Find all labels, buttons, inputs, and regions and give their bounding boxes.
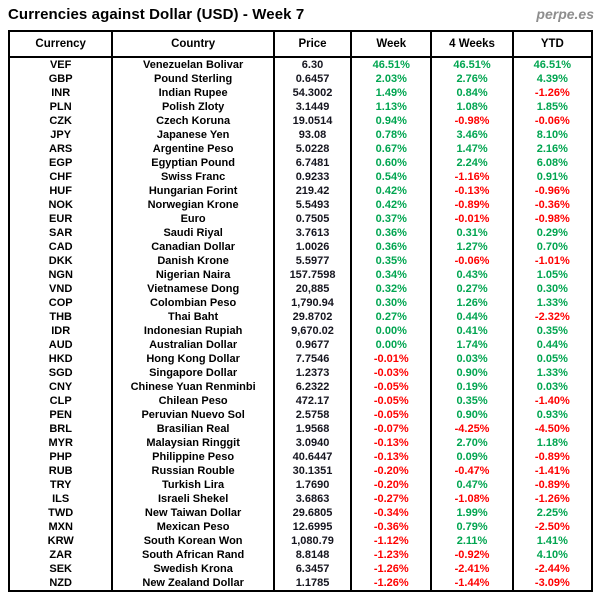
four-weeks-cell: 0.90% xyxy=(431,408,512,422)
table-row xyxy=(9,450,592,464)
currency-code-cell: THB xyxy=(49,311,72,323)
currency-code-cell: CLP xyxy=(49,395,72,407)
four-weeks-cell: 0.35% xyxy=(431,394,512,408)
ytd-cell: -1.26% xyxy=(513,492,592,506)
ytd-cell: -1.41% xyxy=(513,464,592,478)
price-cell: 6.30 xyxy=(274,57,351,72)
price-cell: 6.3457 xyxy=(274,562,351,576)
week-cell: 0.60% xyxy=(351,156,431,170)
four-weeks-cell: 0.79% xyxy=(431,520,512,534)
table-row xyxy=(9,492,592,506)
price-cell: 20,885 xyxy=(274,282,351,296)
table-row xyxy=(9,282,592,296)
four-weeks-cell: -0.92% xyxy=(431,548,512,562)
ytd-cell: 4.10% xyxy=(513,548,592,562)
currency-code-cell: SGD xyxy=(48,367,73,379)
price-cell: 54.3002 xyxy=(274,86,351,100)
ytd-cell: 0.70% xyxy=(513,240,592,254)
ytd-cell: 1.05% xyxy=(513,268,592,282)
four-weeks-cell: 0.27% xyxy=(431,282,512,296)
table-row xyxy=(9,436,592,450)
currency-code-cell: MXN xyxy=(48,521,73,533)
currency-code-cell: CNY xyxy=(49,381,73,393)
ytd-cell: -2.44% xyxy=(513,562,592,576)
week-cell: -0.13% xyxy=(351,450,431,464)
ytd-cell: 46.51% xyxy=(513,57,592,72)
ytd-cell: 0.30% xyxy=(513,282,592,296)
ytd-cell: 2.16% xyxy=(513,142,592,156)
currency-code-cell: COP xyxy=(48,297,73,309)
table-row xyxy=(9,240,592,254)
week-cell: 0.34% xyxy=(351,268,431,282)
country-cell: Philippine Peso xyxy=(112,450,274,464)
price-cell: 40.6447 xyxy=(274,450,351,464)
ytd-cell: 2.25% xyxy=(513,506,592,520)
table-row xyxy=(9,576,592,591)
four-weeks-cell: -0.98% xyxy=(431,114,512,128)
table-row xyxy=(9,394,592,408)
week-cell: -1.12% xyxy=(351,534,431,548)
country-cell: Australian Dollar xyxy=(112,338,274,352)
four-weeks-cell: 1.08% xyxy=(431,100,512,114)
four-weeks-cell: -0.01% xyxy=(431,212,512,226)
country-cell: Pound Sterling xyxy=(112,72,274,86)
country-cell: Norwegian Krone xyxy=(112,198,274,212)
week-cell: 0.42% xyxy=(351,184,431,198)
country-cell: Colombian Peso xyxy=(112,296,274,310)
currency-code-cell: BRL xyxy=(49,423,72,435)
week-cell: 0.36% xyxy=(351,226,431,240)
price-cell: 8.8148 xyxy=(274,548,351,562)
ytd-cell: -1.01% xyxy=(513,254,592,268)
ytd-cell: 0.35% xyxy=(513,324,592,338)
price-cell: 219.42 xyxy=(274,184,351,198)
table-row xyxy=(9,520,592,534)
country-cell: Mexican Peso xyxy=(112,520,274,534)
table-row xyxy=(9,478,592,492)
country-cell: Vietnamese Dong xyxy=(112,282,274,296)
four-weeks-cell: 1.99% xyxy=(431,506,512,520)
table-row xyxy=(9,506,592,520)
table-row xyxy=(9,142,592,156)
price-cell: 5.5493 xyxy=(274,198,351,212)
country-cell: Turkish Lira xyxy=(112,478,274,492)
country-cell: Polish Zloty xyxy=(112,100,274,114)
country-cell: Malaysian Ringgit xyxy=(112,436,274,450)
price-cell: 472.17 xyxy=(274,394,351,408)
price-cell: 9,670.02 xyxy=(274,324,351,338)
country-cell: Canadian Dollar xyxy=(112,240,274,254)
currency-code-cell: EUR xyxy=(49,213,73,225)
week-cell: 0.37% xyxy=(351,212,431,226)
country-cell: New Zealand Dollar xyxy=(112,576,274,591)
price-cell: 1.9568 xyxy=(274,422,351,436)
four-weeks-cell: -4.25% xyxy=(431,422,512,436)
week-cell: -0.01% xyxy=(351,352,431,366)
four-weeks-cell: -2.41% xyxy=(431,562,512,576)
week-cell: 0.36% xyxy=(351,240,431,254)
currency-code-cell: TWD xyxy=(48,507,74,519)
currency-code-cell: ZAR xyxy=(49,549,72,561)
four-weeks-cell: 0.19% xyxy=(431,380,512,394)
week-cell: 46.51% xyxy=(351,57,431,72)
currency-code-cell: PEN xyxy=(49,409,72,421)
ytd-cell: 0.91% xyxy=(513,170,592,184)
column-header-currency: Currency xyxy=(9,31,112,57)
week-cell: 0.00% xyxy=(351,324,431,338)
week-cell: 1.13% xyxy=(351,100,431,114)
week-cell: -0.05% xyxy=(351,408,431,422)
country-cell: Israeli Shekel xyxy=(112,492,274,506)
four-weeks-cell: 46.51% xyxy=(431,57,512,72)
week-cell: 1.49% xyxy=(351,86,431,100)
table-row xyxy=(9,198,592,212)
table-row xyxy=(9,310,592,324)
week-cell: -1.23% xyxy=(351,548,431,562)
ytd-cell: -2.32% xyxy=(513,310,592,324)
price-cell: 2.5758 xyxy=(274,408,351,422)
currency-code-cell: ARS xyxy=(49,143,73,155)
ytd-cell: 4.39% xyxy=(513,72,592,86)
currency-code-cell: VEF xyxy=(49,59,72,71)
four-weeks-cell: -0.89% xyxy=(431,198,512,212)
country-cell: Swedish Krona xyxy=(112,562,274,576)
currency-code-cell: EGP xyxy=(49,157,73,169)
four-weeks-cell: 0.03% xyxy=(431,352,512,366)
table-row xyxy=(9,212,592,226)
table-row xyxy=(9,324,592,338)
four-weeks-cell: 2.11% xyxy=(431,534,512,548)
country-cell: Indian Rupee xyxy=(112,86,274,100)
price-cell: 0.6457 xyxy=(274,72,351,86)
country-cell: Japanese Yen xyxy=(112,128,274,142)
week-cell: 0.32% xyxy=(351,282,431,296)
currency-code-cell: CAD xyxy=(48,241,73,253)
currency-code-cell: INR xyxy=(51,87,71,99)
ytd-cell: 0.44% xyxy=(513,338,592,352)
ytd-cell: -1.40% xyxy=(513,394,592,408)
source-label: perpe.es xyxy=(536,6,594,22)
country-cell: Swiss Franc xyxy=(112,170,274,184)
country-cell: Singapore Dollar xyxy=(112,366,274,380)
price-cell: 157.7598 xyxy=(274,268,351,282)
country-cell: Indonesian Rupiah xyxy=(112,324,274,338)
week-cell: 0.78% xyxy=(351,128,431,142)
four-weeks-cell: 2.76% xyxy=(431,72,512,86)
column-header-country: Country xyxy=(112,31,274,57)
ytd-cell: 1.33% xyxy=(513,366,592,380)
week-cell: -0.20% xyxy=(351,464,431,478)
country-cell: Danish Krone xyxy=(112,254,274,268)
week-cell: 0.67% xyxy=(351,142,431,156)
four-weeks-cell: 0.84% xyxy=(431,86,512,100)
week-cell: -1.26% xyxy=(351,576,431,591)
week-cell: -0.03% xyxy=(351,366,431,380)
four-weeks-cell: 2.70% xyxy=(431,436,512,450)
table-row xyxy=(9,268,592,282)
four-weeks-cell: 0.47% xyxy=(431,478,512,492)
week-cell: 0.27% xyxy=(351,310,431,324)
ytd-cell: -0.89% xyxy=(513,478,592,492)
country-cell: Peruvian Nuevo Sol xyxy=(112,408,274,422)
price-cell: 93.08 xyxy=(274,128,351,142)
four-weeks-cell: 0.43% xyxy=(431,268,512,282)
title-row xyxy=(0,0,604,30)
price-cell: 7.7546 xyxy=(274,352,351,366)
price-cell: 6.2322 xyxy=(274,380,351,394)
currency-code-cell: CZK xyxy=(49,115,72,127)
country-cell: Saudi Riyal xyxy=(112,226,274,240)
week-cell: -0.27% xyxy=(351,492,431,506)
four-weeks-cell: -0.47% xyxy=(431,464,512,478)
country-cell: South African Rand xyxy=(112,548,274,562)
table-row xyxy=(9,184,592,198)
ytd-cell: 0.05% xyxy=(513,352,592,366)
country-cell: South Korean Won xyxy=(112,534,274,548)
table-row xyxy=(9,170,592,184)
week-cell: -0.13% xyxy=(351,436,431,450)
country-cell: Brasilian Real xyxy=(112,422,274,436)
week-cell: 0.94% xyxy=(351,114,431,128)
four-weeks-cell: 0.09% xyxy=(431,450,512,464)
table-row xyxy=(9,562,592,576)
ytd-cell: 0.03% xyxy=(513,380,592,394)
week-cell: -0.05% xyxy=(351,394,431,408)
currency-code-cell: IDR xyxy=(51,325,71,337)
price-cell: 0.9233 xyxy=(274,170,351,184)
table-row xyxy=(9,464,592,478)
ytd-cell: 0.93% xyxy=(513,408,592,422)
country-cell: Chinese Yuan Renminbi xyxy=(112,380,274,394)
four-weeks-cell: 1.27% xyxy=(431,240,512,254)
table-row xyxy=(9,548,592,562)
table-row xyxy=(9,408,592,422)
week-cell: -0.20% xyxy=(351,478,431,492)
week-cell: 0.30% xyxy=(351,296,431,310)
country-cell: Chilean Peso xyxy=(112,394,274,408)
price-cell: 3.6863 xyxy=(274,492,351,506)
country-cell: Thai Baht xyxy=(112,310,274,324)
four-weeks-cell: -1.44% xyxy=(431,576,512,591)
currency-table-header xyxy=(9,31,592,57)
week-cell: -0.36% xyxy=(351,520,431,534)
price-cell: 30.1351 xyxy=(274,464,351,478)
price-cell: 1.1785 xyxy=(274,576,351,591)
currency-code-cell: AUD xyxy=(48,339,73,351)
ytd-cell: -0.98% xyxy=(513,212,592,226)
currency-table-body xyxy=(9,57,592,591)
price-cell: 1.0026 xyxy=(274,240,351,254)
country-cell: Czech Koruna xyxy=(112,114,274,128)
page-title: Currencies against Dollar (USD) - Week 7 xyxy=(8,6,305,23)
table-row xyxy=(9,534,592,548)
table-row xyxy=(9,366,592,380)
price-cell: 29.8702 xyxy=(274,310,351,324)
currency-code-cell: RUB xyxy=(48,465,73,477)
currency-code-cell: HKD xyxy=(48,353,73,365)
currency-code-cell: SAR xyxy=(49,227,73,239)
country-cell: New Taiwan Dollar xyxy=(112,506,274,520)
price-cell: 5.5977 xyxy=(274,254,351,268)
country-cell: Hungarian Forint xyxy=(112,184,274,198)
price-cell: 0.7505 xyxy=(274,212,351,226)
currency-code-cell: HUF xyxy=(49,185,72,197)
currency-code-cell: SEK xyxy=(49,563,72,575)
ytd-cell: -2.50% xyxy=(513,520,592,534)
country-cell: Argentine Peso xyxy=(112,142,274,156)
currency-code-cell: NGN xyxy=(48,269,73,281)
four-weeks-cell: 0.31% xyxy=(431,226,512,240)
currency-code-cell: NZD xyxy=(49,577,72,589)
currency-code-cell: PHP xyxy=(49,451,72,463)
ytd-cell: 1.85% xyxy=(513,100,592,114)
table-row xyxy=(9,352,592,366)
column-header-ytd: YTD xyxy=(513,31,592,57)
ytd-cell: 0.29% xyxy=(513,226,592,240)
price-cell: 1,080.79 xyxy=(274,534,351,548)
four-weeks-cell: 1.47% xyxy=(431,142,512,156)
currency-code-cell: VND xyxy=(49,283,73,295)
price-cell: 3.7613 xyxy=(274,226,351,240)
week-cell: 0.42% xyxy=(351,198,431,212)
week-cell: 0.54% xyxy=(351,170,431,184)
table-row xyxy=(9,422,592,436)
four-weeks-cell: -1.16% xyxy=(431,170,512,184)
four-weeks-cell: -0.06% xyxy=(431,254,512,268)
table-row xyxy=(9,72,592,86)
currency-code-cell: GBP xyxy=(48,73,73,85)
price-cell: 3.1449 xyxy=(274,100,351,114)
currency-table xyxy=(8,30,593,592)
ytd-cell: -1.26% xyxy=(513,86,592,100)
table-row xyxy=(9,156,592,170)
week-cell: -0.34% xyxy=(351,506,431,520)
country-cell: Hong Kong Dollar xyxy=(112,352,274,366)
table-row xyxy=(9,296,592,310)
week-cell: -0.05% xyxy=(351,380,431,394)
price-cell: 12.6995 xyxy=(274,520,351,534)
four-weeks-cell: 2.24% xyxy=(431,156,512,170)
week-cell: 0.35% xyxy=(351,254,431,268)
ytd-cell: -4.50% xyxy=(513,422,592,436)
four-weeks-cell: 0.90% xyxy=(431,366,512,380)
four-weeks-cell: 1.26% xyxy=(431,296,512,310)
currency-code-cell: NOK xyxy=(48,199,73,211)
price-cell: 1.2373 xyxy=(274,366,351,380)
currency-code-cell: ILS xyxy=(52,493,70,505)
ytd-cell: 1.41% xyxy=(513,534,592,548)
currency-code-cell: CHF xyxy=(49,171,72,183)
four-weeks-cell: -0.13% xyxy=(431,184,512,198)
four-weeks-cell: 3.46% xyxy=(431,128,512,142)
ytd-cell: -0.06% xyxy=(513,114,592,128)
table-row xyxy=(9,226,592,240)
column-header-week: Week xyxy=(351,31,431,57)
ytd-cell: -0.89% xyxy=(513,450,592,464)
table-row xyxy=(9,100,592,114)
four-weeks-cell: -1.08% xyxy=(431,492,512,506)
ytd-cell: 8.10% xyxy=(513,128,592,142)
week-cell: 0.00% xyxy=(351,338,431,352)
country-cell: Venezuelan Bolivar xyxy=(112,57,274,72)
table-row xyxy=(9,380,592,394)
currency-code-cell: PLN xyxy=(49,101,72,113)
price-cell: 0.9677 xyxy=(274,338,351,352)
column-header-4weeks: 4 Weeks xyxy=(431,31,512,57)
country-cell: Egyptian Pound xyxy=(112,156,274,170)
price-cell: 3.0940 xyxy=(274,436,351,450)
ytd-cell: -0.96% xyxy=(513,184,592,198)
currency-code-cell: TRY xyxy=(49,479,72,491)
week-cell: 2.03% xyxy=(351,72,431,86)
country-cell: Euro xyxy=(112,212,274,226)
four-weeks-cell: 0.44% xyxy=(431,310,512,324)
ytd-cell: 1.33% xyxy=(513,296,592,310)
four-weeks-cell: 1.74% xyxy=(431,338,512,352)
ytd-cell: 1.18% xyxy=(513,436,592,450)
currency-code-cell: JPY xyxy=(50,129,72,141)
ytd-cell: -0.36% xyxy=(513,198,592,212)
table-row xyxy=(9,114,592,128)
four-weeks-cell: 0.41% xyxy=(431,324,512,338)
price-cell: 6.7481 xyxy=(274,156,351,170)
price-cell: 19.0514 xyxy=(274,114,351,128)
table-row xyxy=(9,338,592,352)
ytd-cell: -3.09% xyxy=(513,576,592,591)
ytd-cell: 6.08% xyxy=(513,156,592,170)
price-cell: 1.7690 xyxy=(274,478,351,492)
currency-code-cell: MYR xyxy=(48,437,73,449)
week-cell: -0.07% xyxy=(351,422,431,436)
header-row xyxy=(9,31,592,57)
price-cell: 5.0228 xyxy=(274,142,351,156)
currency-code-cell: DKK xyxy=(48,255,73,267)
table-row xyxy=(9,128,592,142)
table-row xyxy=(9,57,592,72)
week-cell: -1.26% xyxy=(351,562,431,576)
column-header-price: Price xyxy=(274,31,351,57)
table-row xyxy=(9,86,592,100)
country-cell: Russian Rouble xyxy=(112,464,274,478)
price-cell: 1,790.94 xyxy=(274,296,351,310)
table-row xyxy=(9,254,592,268)
country-cell: Nigerian Naira xyxy=(112,268,274,282)
price-cell: 29.6805 xyxy=(274,506,351,520)
currency-code-cell: KRW xyxy=(47,535,74,547)
